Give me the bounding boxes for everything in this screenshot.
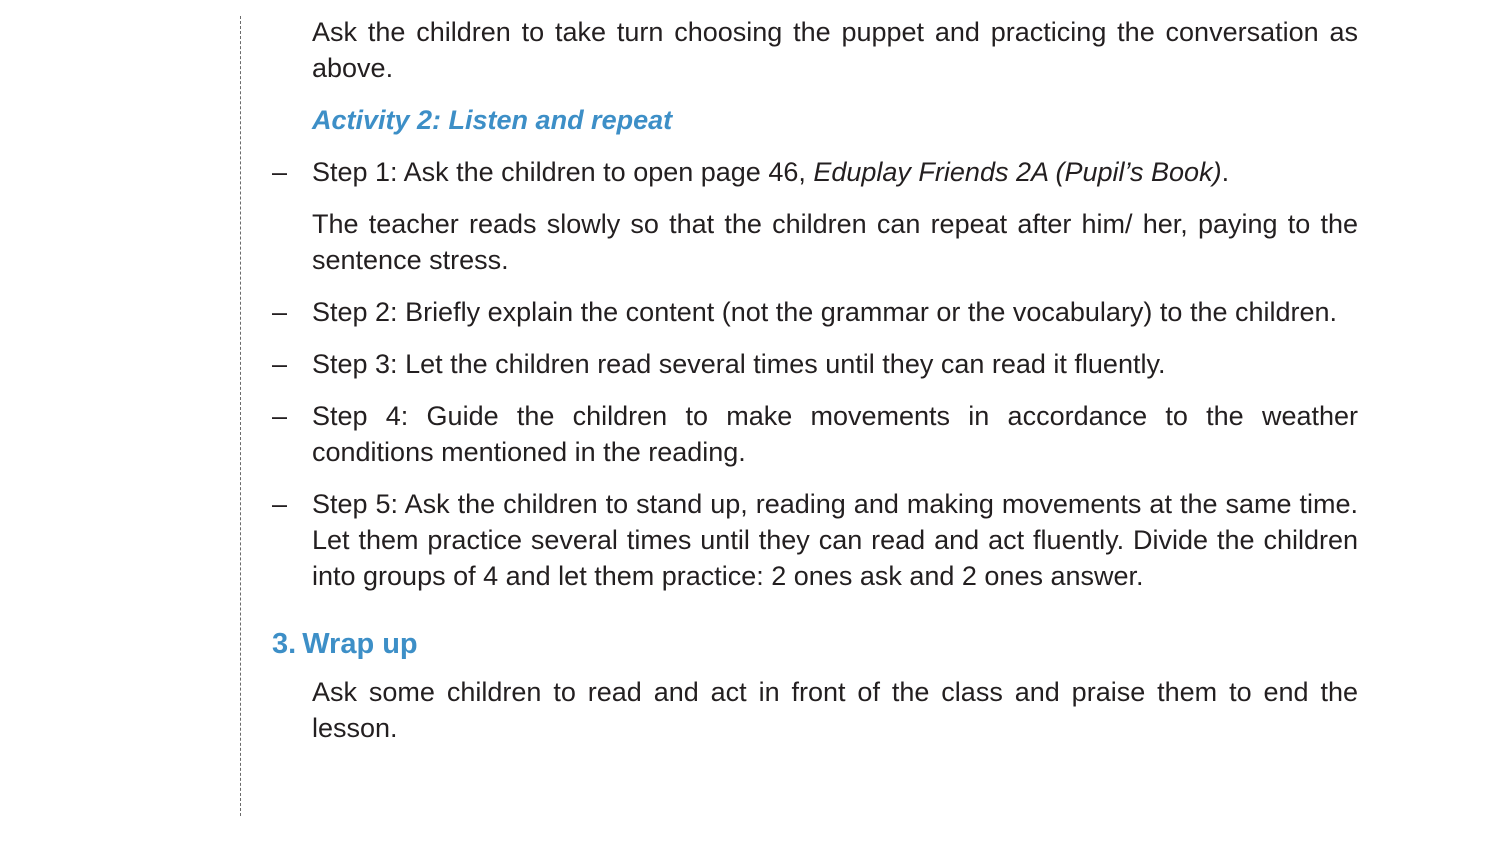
list-dash: –: [272, 489, 288, 519]
step-1-suffix: .: [1221, 157, 1230, 187]
section-title: Wrap up: [302, 628, 418, 660]
step-item-2: [272, 294, 1358, 330]
list-dash: –: [272, 349, 288, 379]
wrap-up-heading: [272, 624, 1358, 664]
step-4-text: Step 4: Guide the children to make movements in accordance to the weather conditions mentioned in the reading.: [312, 401, 1358, 467]
step-item-4: [272, 398, 1358, 470]
wrap-up-paragraph: Ask some children to read and act in front of the class and praise them to end the lesson.: [312, 677, 1358, 743]
activity-heading: Activity 2: Listen and repeat: [312, 105, 673, 135]
step-item-5: [272, 486, 1358, 594]
intro-paragraph: Ask the children to take turn choosing the puppet and practicing the conversation as above.: [312, 17, 1358, 83]
step-2-text: Step 2: Briefly explain the content (not the grammar or the vocabulary) to the children.: [312, 297, 1338, 327]
step-1-note: The teacher reads slowly so that the children can repeat after him/ her, paying to the sentence stress.: [312, 209, 1358, 275]
step-3-text: Step 3: Let the children read several times until they can read it fluently.: [312, 349, 1166, 379]
list-dash: –: [272, 157, 288, 187]
section-number: 3.: [272, 628, 297, 660]
lesson-content: [272, 14, 1358, 746]
step-item-1: [272, 154, 1358, 190]
step-1-text: Step 1: Ask the children to open page 46,: [312, 157, 814, 187]
list-dash: –: [272, 297, 288, 327]
step-5-text: Step 5: Ask the children to stand up, reading and making movements at the same time. Let them practice several times until they can read and act fluently. Divide the children into groups of 4 and let them practice: 2 ones ask and 2 ones answer.: [312, 489, 1358, 591]
book-title: Eduplay Friends 2A (Pupil’s Book): [813, 157, 1222, 187]
list-dash: –: [272, 401, 288, 431]
margin-dashed-rule: [240, 16, 241, 816]
step-item-3: [272, 346, 1358, 382]
